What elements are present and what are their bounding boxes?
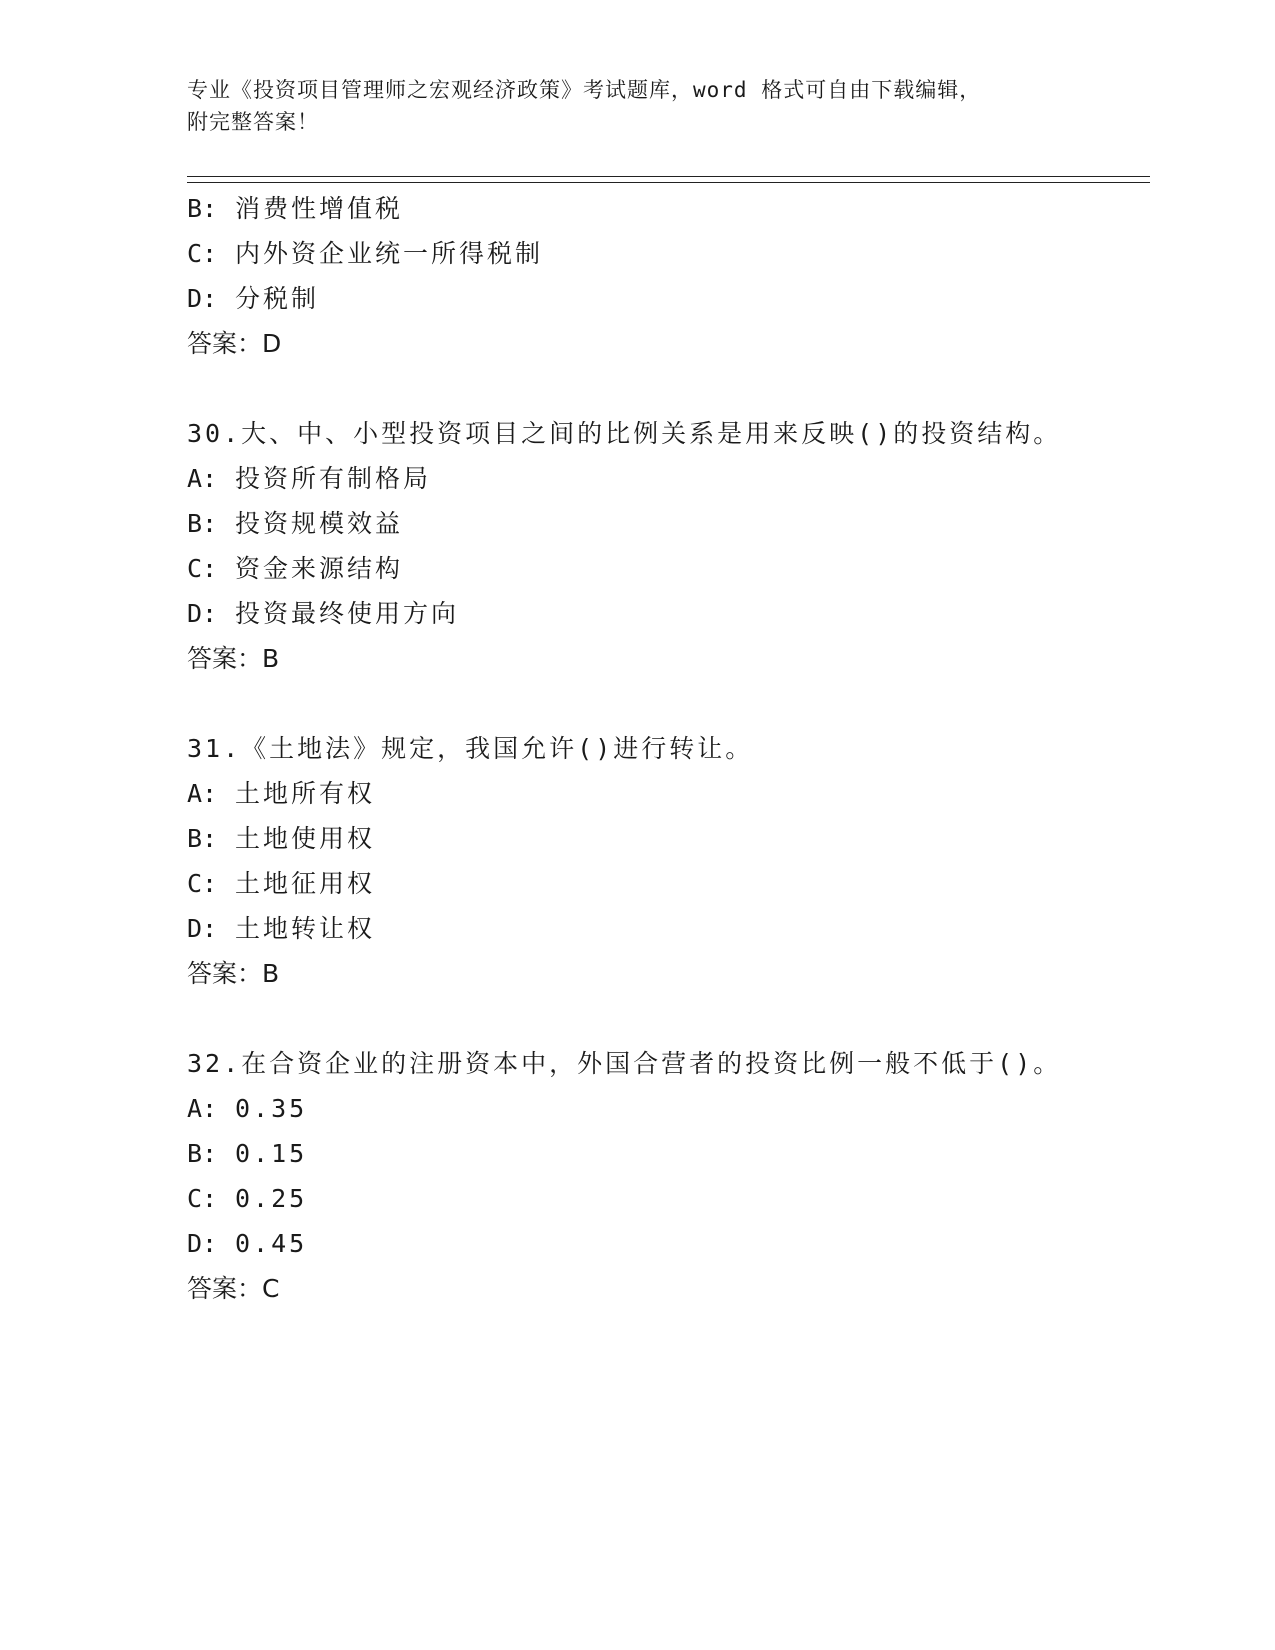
question-stem: 30.大、中、小型投资项目之间的比例关系是用来反映()的投资结构。: [187, 419, 1062, 448]
option-text: 投资所有制格局: [235, 464, 432, 493]
option-label: C:: [187, 1184, 218, 1213]
option-label: D:: [187, 599, 218, 628]
option-text: 土地所有权: [235, 779, 376, 808]
option-text: 分税制: [235, 284, 320, 313]
option-label: A:: [187, 1094, 218, 1123]
option-c: [187, 553, 403, 585]
option-label: B:: [187, 1139, 218, 1168]
option-text: 土地征用权: [235, 869, 376, 898]
option-label: C:: [187, 869, 218, 898]
option-a: [187, 1093, 307, 1125]
option-d: [187, 283, 319, 315]
option-text: 投资最终使用方向: [235, 599, 460, 628]
option-label: C:: [187, 239, 218, 268]
option-text: 土地使用权: [235, 824, 376, 853]
option-c: [187, 868, 375, 900]
option-label: A:: [187, 464, 218, 493]
header-divider-top: [187, 176, 1150, 177]
option-d: [187, 598, 459, 630]
option-c: [187, 1183, 307, 1215]
option-label: D:: [187, 284, 218, 313]
option-text: 土地转让权: [235, 914, 376, 943]
header-line-1: 专业《投资项目管理师之宏观经济政策》考试题库，word 格式可自由下载编辑，: [187, 78, 982, 102]
option-a: [187, 778, 375, 810]
option-text: 内外资企业统一所得税制: [235, 239, 544, 268]
option-label: B:: [187, 824, 218, 853]
answer-line: 答案：D: [187, 329, 282, 358]
option-label: A:: [187, 779, 218, 808]
header-line-2: 附完整答案！: [187, 110, 319, 134]
option-text: 0.45: [235, 1229, 308, 1258]
option-b: [187, 1138, 307, 1170]
answer-line: 答案：B: [187, 959, 280, 988]
option-b: [187, 193, 403, 225]
option-a: [187, 463, 431, 495]
question-stem: 31.《土地法》规定，我国允许()进行转让。: [187, 734, 754, 763]
option-b: [187, 823, 375, 855]
answer-line: 答案：B: [187, 644, 280, 673]
answer-line: 答案：C: [187, 1274, 280, 1303]
option-text: 资金来源结构: [235, 554, 404, 583]
option-label: B:: [187, 509, 218, 538]
option-label: B:: [187, 194, 218, 223]
option-label: D:: [187, 914, 218, 943]
option-text: 投资规模效益: [235, 509, 404, 538]
option-d: [187, 913, 375, 945]
document-header: [187, 74, 1067, 138]
option-label: C:: [187, 554, 218, 583]
option-text: 0.15: [235, 1139, 308, 1168]
option-d: [187, 1228, 307, 1260]
header-divider-bottom: [187, 182, 1150, 183]
option-text: 0.35: [235, 1094, 308, 1123]
option-text: 消费性增值税: [235, 194, 404, 223]
option-b: [187, 508, 403, 540]
option-c: [187, 238, 543, 270]
option-text: 0.25: [235, 1184, 308, 1213]
question-stem: 32.在合资企业的注册资本中，外国合营者的投资比例一般不低于()。: [187, 1049, 1062, 1078]
option-label: D:: [187, 1229, 218, 1258]
